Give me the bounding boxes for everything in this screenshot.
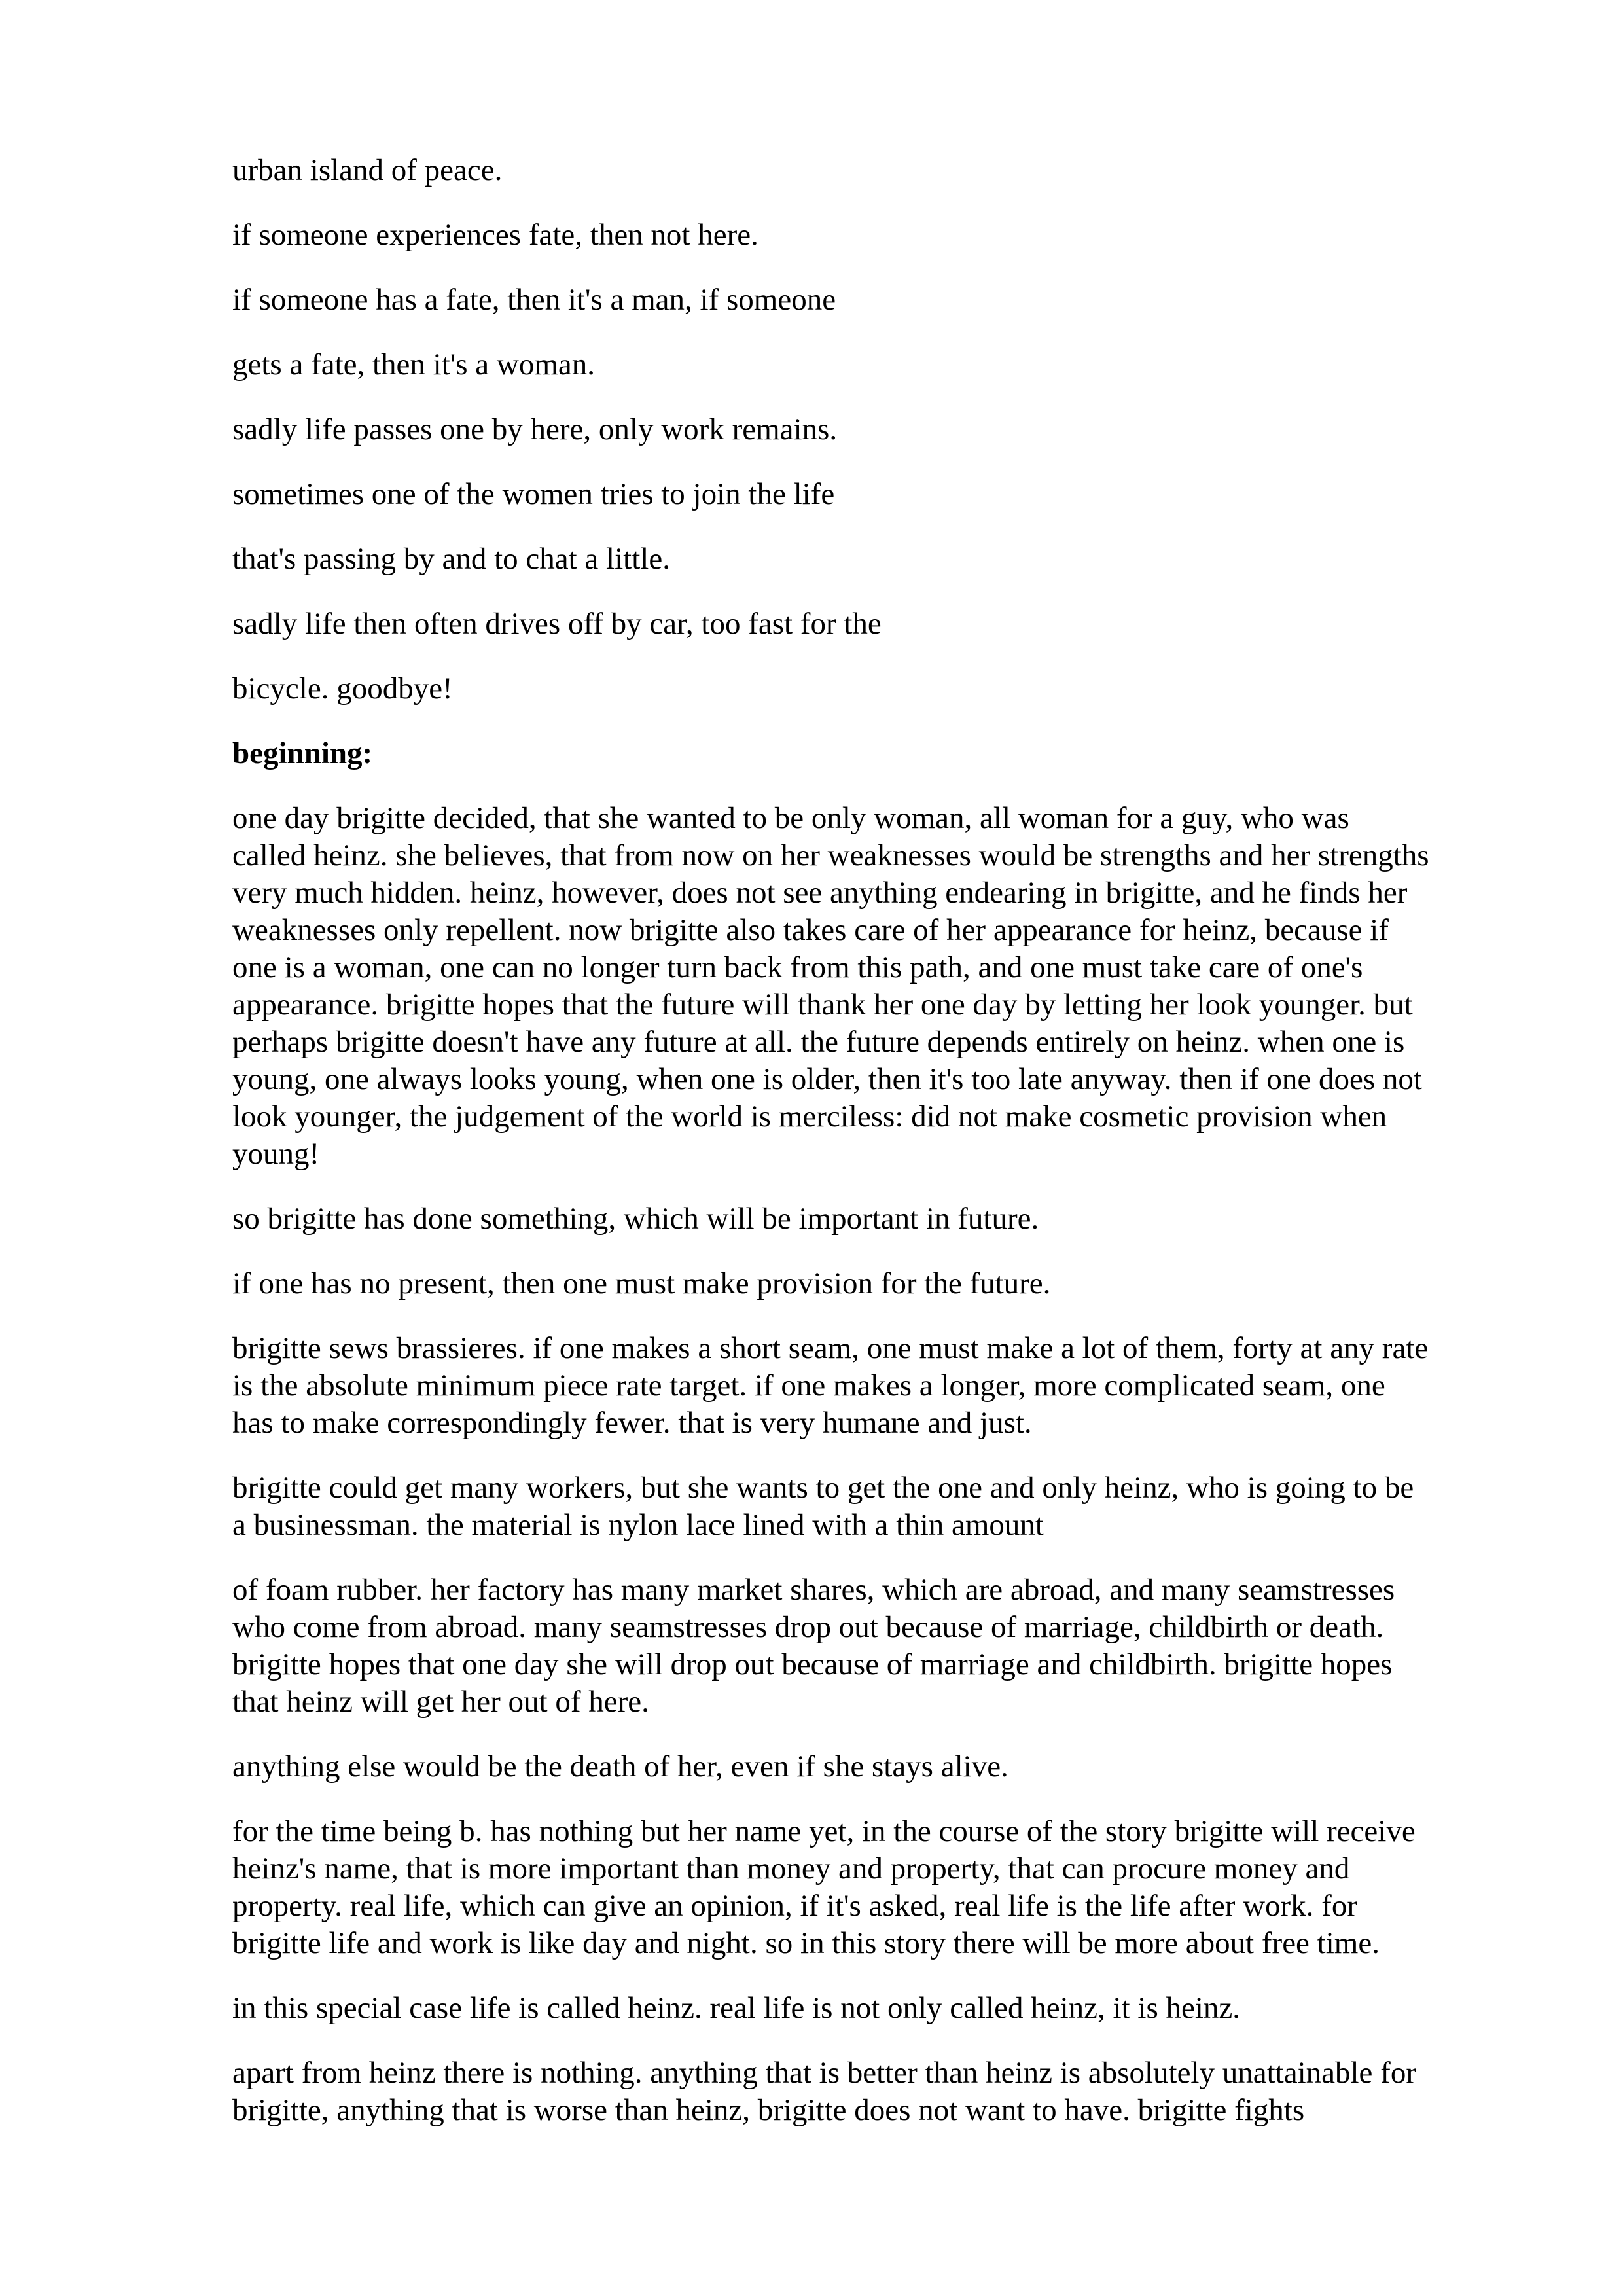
body-paragraph [232, 1748, 1528, 1785]
intro-line: sadly life passes one by here, only work remains. [232, 412, 838, 446]
paragraph-line: one is a woman, one can no longer turn back from this path, and one must take care of one's [232, 950, 1363, 984]
paragraph-line: apart from heinz there is nothing. anything that is better than heinz is absolutely unattainable for [232, 2056, 1416, 2090]
paragraph-line: look younger, the judgement of the world is merciless: did not make cosmetic provision when [232, 1100, 1387, 1134]
paragraph-line: is the absolute minimum piece rate target. if one makes a longer, more complicated seam, one [232, 1369, 1385, 1403]
paragraph-line: young! [232, 1137, 320, 1171]
paragraph-line: a businessman. the material is nylon lace lined with a thin amount [232, 1508, 1044, 1542]
intro-line: sadly life then often drives off by car, too fast for the [232, 607, 882, 641]
paragraph-line: very much hidden. heinz, however, does not see anything endearing in brigitte, and he finds her [232, 876, 1408, 910]
paragraph-line: one day brigitte decided, that she wanted to be only woman, all woman for a guy, who was [232, 801, 1349, 835]
body-paragraph [232, 800, 1528, 1173]
paragraph-line: anything else would be the death of her, even if she stays alive. [232, 1749, 1008, 1784]
paragraph-line: in this special case life is called heinz. real life is not only called heinz, it is heinz. [232, 1991, 1241, 2025]
paragraph-line: property. real life, which can give an opinion, if it's asked, real life is the life after work. for [232, 1889, 1357, 1923]
intro-line: that's passing by and to chat a little. [232, 542, 670, 576]
paragraph-line: if one has no present, then one must make provision for the future. [232, 1266, 1051, 1300]
body-paragraph [232, 1571, 1528, 1721]
intro-line: urban island of peace. [232, 153, 503, 187]
body-paragraph [232, 1469, 1528, 1544]
body-paragraph [232, 1813, 1528, 1962]
paragraph-line: brigitte sews brassieres. if one makes a short seam, one must make a lot of them, forty at any rate [232, 1331, 1429, 1365]
paragraph-line: of foam rubber. her factory has many market shares, which are abroad, and many seamstresses [232, 1573, 1395, 1607]
paragraph-line: weaknesses only repellent. now brigitte also takes care of her appearance for heinz, because if [232, 913, 1389, 947]
paragraph-line: heinz's name, that is more important than money and property, that can procure money and [232, 1852, 1350, 1886]
paragraph-line: brigitte hopes that one day she will drop out because of marriage and childbirth. brigitte hopes [232, 1647, 1393, 1681]
paragraph-line: who come from abroad. many seamstresses drop out because of marriage, childbirth or death. [232, 1610, 1384, 1644]
intro-line: gets a fate, then it's a woman. [232, 348, 596, 382]
body-paragraphs [232, 800, 1528, 2129]
paragraph-line: so brigitte has done something, which will be important in future. [232, 1202, 1039, 1236]
body-paragraph [232, 1990, 1528, 2027]
body-paragraph [232, 1200, 1528, 1238]
paragraph-line: young, one always looks young, when one is older, then it's too late anyway. then if one does not [232, 1062, 1422, 1096]
paragraph-line: perhaps brigitte doesn't have any future at all. the future depends entirely on heinz. when one is [232, 1025, 1405, 1059]
section-heading: beginning: [232, 736, 373, 770]
paragraph-line: brigitte could get many workers, but she wants to get the one and only heinz, who is going to be [232, 1471, 1414, 1505]
body-paragraph [232, 1265, 1528, 1302]
paragraph-line: that heinz will get her out of here. [232, 1685, 649, 1719]
intro-line: if someone experiences fate, then not here. [232, 218, 758, 252]
intro-line: sometimes one of the women tries to join the life [232, 477, 835, 511]
intro-line: bicycle. goodbye! [232, 672, 453, 706]
body-paragraph [232, 1330, 1528, 1442]
paragraph-line: appearance. brigitte hopes that the future will thank her one day by letting her look younger. but [232, 988, 1413, 1022]
paragraph-line: brigitte life and work is like day and night. so in this story there will be more about free time. [232, 1926, 1380, 1960]
intro-line: if someone has a fate, then it's a man, if someone [232, 283, 836, 317]
paragraph-line: has to make correspondingly fewer. that is very humane and just. [232, 1406, 1032, 1440]
paragraph-line: brigitte, anything that is worse than heinz, brigitte does not want to have. brigitte fights [232, 2093, 1305, 2127]
paragraph-line: for the time being b. has nothing but her name yet, in the course of the story brigitte will receive [232, 1814, 1416, 1848]
body-paragraph [232, 2054, 1528, 2129]
document-page [232, 152, 1528, 2129]
paragraph-line: called heinz. she believes, that from now on her weaknesses would be strengths and her strengths [232, 838, 1429, 872]
